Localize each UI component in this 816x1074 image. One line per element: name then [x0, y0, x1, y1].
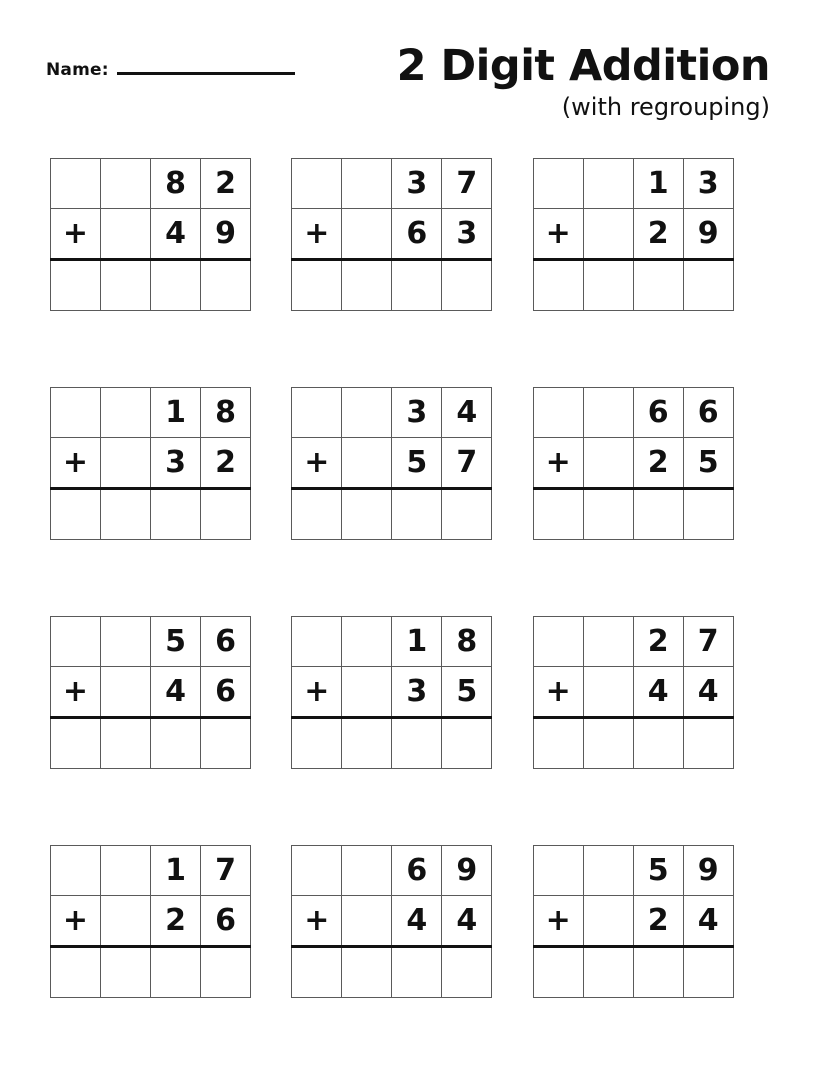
page-subtitle: (with regrouping) [561, 93, 770, 122]
digit-ones: 4 [442, 387, 492, 437]
digit-ones: 6 [201, 616, 251, 666]
digit-ones: 7 [201, 845, 251, 895]
hundreds-cell[interactable] [342, 387, 392, 437]
answer-cell[interactable] [292, 488, 342, 539]
answer-cell[interactable] [633, 259, 683, 310]
hundreds-cell[interactable] [583, 387, 633, 437]
carry-cell[interactable] [292, 387, 342, 437]
answer-row [533, 259, 733, 310]
answer-cell[interactable] [392, 488, 442, 539]
answer-row [51, 259, 251, 310]
digit-ones: 6 [683, 387, 733, 437]
answer-cell[interactable] [683, 488, 733, 539]
problem-table [291, 845, 492, 998]
hundreds-cell[interactable] [583, 845, 633, 895]
worksheet-header [0, 0, 816, 122]
problem-table [533, 616, 734, 769]
answer-row [292, 259, 492, 310]
answer-cell[interactable] [533, 488, 583, 539]
addend-bottom-row [292, 666, 492, 717]
digit-ones: 5 [442, 666, 492, 717]
addition-problem [291, 158, 487, 387]
answer-cell[interactable] [583, 946, 633, 997]
problem-table [291, 387, 492, 540]
hundreds-cell[interactable] [101, 208, 151, 259]
hundreds-cell[interactable] [101, 845, 151, 895]
addend-bottom-row [51, 666, 251, 717]
digit-ones: 9 [442, 845, 492, 895]
hundreds-cell[interactable] [101, 437, 151, 488]
answer-cell[interactable] [151, 488, 201, 539]
digit-tens: 5 [633, 845, 683, 895]
addend-top-row [292, 616, 492, 666]
plus-operator: + [533, 666, 583, 717]
carry-cell[interactable] [292, 616, 342, 666]
addend-bottom-row [292, 437, 492, 488]
plus-operator: + [533, 437, 583, 488]
digit-tens: 4 [151, 666, 201, 717]
answer-cell[interactable] [392, 946, 442, 997]
answer-cell[interactable] [583, 488, 633, 539]
answer-cell[interactable] [342, 488, 392, 539]
hundreds-cell[interactable] [101, 616, 151, 666]
problem-grid [0, 158, 816, 1074]
digit-ones: 6 [201, 666, 251, 717]
carry-cell[interactable] [533, 158, 583, 208]
problem-table [50, 845, 251, 998]
digit-tens: 3 [392, 387, 442, 437]
digit-ones: 7 [442, 437, 492, 488]
answer-row [51, 946, 251, 997]
hundreds-cell[interactable] [583, 208, 633, 259]
addend-bottom-row [51, 208, 251, 259]
digit-ones: 2 [201, 437, 251, 488]
problem-table [50, 158, 251, 311]
answer-cell[interactable] [442, 488, 492, 539]
addend-top-row [533, 845, 733, 895]
digit-tens: 4 [392, 895, 442, 946]
answer-cell[interactable] [683, 259, 733, 310]
digit-ones: 5 [683, 437, 733, 488]
plus-operator: + [533, 895, 583, 946]
digit-tens: 1 [633, 158, 683, 208]
answer-cell[interactable] [151, 946, 201, 997]
answer-cell[interactable] [392, 717, 442, 768]
hundreds-cell[interactable] [342, 845, 392, 895]
carry-cell[interactable] [51, 158, 101, 208]
carry-cell[interactable] [533, 616, 583, 666]
problem-table [533, 845, 734, 998]
addition-problem [533, 158, 729, 387]
addend-top-row [292, 387, 492, 437]
answer-cell[interactable] [633, 946, 683, 997]
digit-tens: 2 [151, 895, 201, 946]
addend-bottom-row [292, 895, 492, 946]
problem-table [50, 616, 251, 769]
answer-cell[interactable] [292, 717, 342, 768]
answer-cell[interactable] [51, 717, 101, 768]
addition-problem [50, 616, 246, 845]
digit-tens: 6 [633, 387, 683, 437]
answer-cell[interactable] [633, 717, 683, 768]
addition-problem [291, 616, 487, 845]
hundreds-cell[interactable] [342, 437, 392, 488]
digit-ones: 2 [201, 158, 251, 208]
digit-tens: 3 [392, 666, 442, 717]
answer-cell[interactable] [533, 946, 583, 997]
title-block [396, 41, 770, 122]
addend-top-row [51, 158, 251, 208]
hundreds-cell[interactable] [101, 666, 151, 717]
hundreds-cell[interactable] [583, 616, 633, 666]
plus-operator: + [292, 666, 342, 717]
plus-operator: + [51, 895, 101, 946]
answer-row [292, 488, 492, 539]
addend-top-row [292, 845, 492, 895]
hundreds-cell[interactable] [583, 437, 633, 488]
digit-ones: 8 [201, 387, 251, 437]
digit-ones: 4 [683, 666, 733, 717]
addend-top-row [292, 158, 492, 208]
digit-tens: 3 [151, 437, 201, 488]
answer-row [533, 488, 733, 539]
answer-cell[interactable] [342, 259, 392, 310]
digit-tens: 6 [392, 845, 442, 895]
problem-table [291, 158, 492, 311]
answer-row [51, 488, 251, 539]
addend-bottom-row [51, 895, 251, 946]
answer-cell[interactable] [101, 717, 151, 768]
hundreds-cell[interactable] [583, 158, 633, 208]
addition-problem [50, 387, 246, 616]
addend-bottom-row [292, 208, 492, 259]
answer-cell[interactable] [533, 259, 583, 310]
addend-bottom-row [533, 437, 733, 488]
addend-top-row [533, 387, 733, 437]
answer-row [51, 717, 251, 768]
digit-tens: 2 [633, 437, 683, 488]
digit-tens: 3 [392, 158, 442, 208]
addend-bottom-row [533, 895, 733, 946]
addend-bottom-row [533, 666, 733, 717]
plus-operator: + [51, 208, 101, 259]
answer-cell[interactable] [201, 717, 251, 768]
digit-ones: 9 [683, 845, 733, 895]
carry-cell[interactable] [51, 845, 101, 895]
carry-cell[interactable] [51, 387, 101, 437]
answer-cell[interactable] [151, 259, 201, 310]
addend-bottom-row [51, 437, 251, 488]
addend-top-row [533, 616, 733, 666]
addend-bottom-row [533, 208, 733, 259]
answer-row [533, 717, 733, 768]
answer-cell[interactable] [201, 259, 251, 310]
digit-ones: 3 [683, 158, 733, 208]
answer-cell[interactable] [51, 259, 101, 310]
digit-ones: 6 [201, 895, 251, 946]
problem-table [533, 387, 734, 540]
answer-cell[interactable] [633, 488, 683, 539]
carry-cell[interactable] [533, 387, 583, 437]
digit-tens: 2 [633, 895, 683, 946]
answer-cell[interactable] [442, 259, 492, 310]
carry-cell[interactable] [533, 845, 583, 895]
addend-top-row [51, 845, 251, 895]
answer-cell[interactable] [392, 259, 442, 310]
answer-cell[interactable] [51, 946, 101, 997]
answer-cell[interactable] [51, 488, 101, 539]
hundreds-cell[interactable] [342, 616, 392, 666]
plus-operator: + [292, 437, 342, 488]
answer-cell[interactable] [101, 946, 151, 997]
hundreds-cell[interactable] [583, 895, 633, 946]
digit-tens: 1 [392, 616, 442, 666]
digit-ones: 8 [442, 616, 492, 666]
plus-operator: + [292, 208, 342, 259]
addend-top-row [51, 616, 251, 666]
digit-tens: 2 [633, 208, 683, 259]
addition-problem [50, 158, 246, 387]
answer-cell[interactable] [151, 717, 201, 768]
hundreds-cell[interactable] [583, 666, 633, 717]
answer-cell[interactable] [583, 717, 633, 768]
carry-cell[interactable] [292, 158, 342, 208]
answer-cell[interactable] [201, 946, 251, 997]
addition-problem [50, 845, 246, 1074]
answer-cell[interactable] [342, 946, 392, 997]
digit-ones: 3 [442, 208, 492, 259]
digit-ones: 4 [683, 895, 733, 946]
answer-row [533, 946, 733, 997]
digit-tens: 1 [151, 387, 201, 437]
page-title: 2 Digit Addition [396, 41, 770, 91]
addition-problem [533, 387, 729, 616]
name-label: Name: [46, 60, 109, 80]
answer-cell[interactable] [683, 717, 733, 768]
hundreds-cell[interactable] [342, 208, 392, 259]
answer-cell[interactable] [583, 259, 633, 310]
addend-top-row [533, 158, 733, 208]
plus-operator: + [533, 208, 583, 259]
digit-tens: 1 [151, 845, 201, 895]
digit-ones: 4 [442, 895, 492, 946]
problem-table [533, 158, 734, 311]
digit-tens: 4 [151, 208, 201, 259]
addition-problem [533, 616, 729, 845]
name-field[interactable] [46, 44, 295, 80]
digit-tens: 6 [392, 208, 442, 259]
digit-tens: 5 [392, 437, 442, 488]
answer-cell[interactable] [101, 488, 151, 539]
answer-cell[interactable] [292, 946, 342, 997]
hundreds-cell[interactable] [101, 158, 151, 208]
plus-operator: + [51, 666, 101, 717]
hundreds-cell[interactable] [101, 387, 151, 437]
hundreds-cell[interactable] [342, 895, 392, 946]
answer-cell[interactable] [101, 259, 151, 310]
answer-row [292, 946, 492, 997]
digit-ones: 9 [201, 208, 251, 259]
addition-problem [291, 387, 487, 616]
hundreds-cell[interactable] [342, 666, 392, 717]
answer-cell[interactable] [342, 717, 392, 768]
digit-ones: 7 [683, 616, 733, 666]
name-write-line[interactable] [117, 71, 295, 75]
addend-top-row [51, 387, 251, 437]
addition-problem [533, 845, 729, 1074]
digit-ones: 7 [442, 158, 492, 208]
digit-tens: 2 [633, 616, 683, 666]
digit-ones: 9 [683, 208, 733, 259]
plus-operator: + [51, 437, 101, 488]
problem-table [291, 616, 492, 769]
carry-cell[interactable] [51, 616, 101, 666]
answer-cell[interactable] [442, 946, 492, 997]
answer-cell[interactable] [442, 717, 492, 768]
answer-cell[interactable] [683, 946, 733, 997]
hundreds-cell[interactable] [101, 895, 151, 946]
answer-row [292, 717, 492, 768]
plus-operator: + [292, 895, 342, 946]
answer-cell[interactable] [533, 717, 583, 768]
carry-cell[interactable] [292, 845, 342, 895]
problem-table [50, 387, 251, 540]
digit-tens: 5 [151, 616, 201, 666]
answer-cell[interactable] [292, 259, 342, 310]
digit-tens: 8 [151, 158, 201, 208]
digit-tens: 4 [633, 666, 683, 717]
hundreds-cell[interactable] [342, 158, 392, 208]
answer-cell[interactable] [201, 488, 251, 539]
addition-problem [291, 845, 487, 1074]
